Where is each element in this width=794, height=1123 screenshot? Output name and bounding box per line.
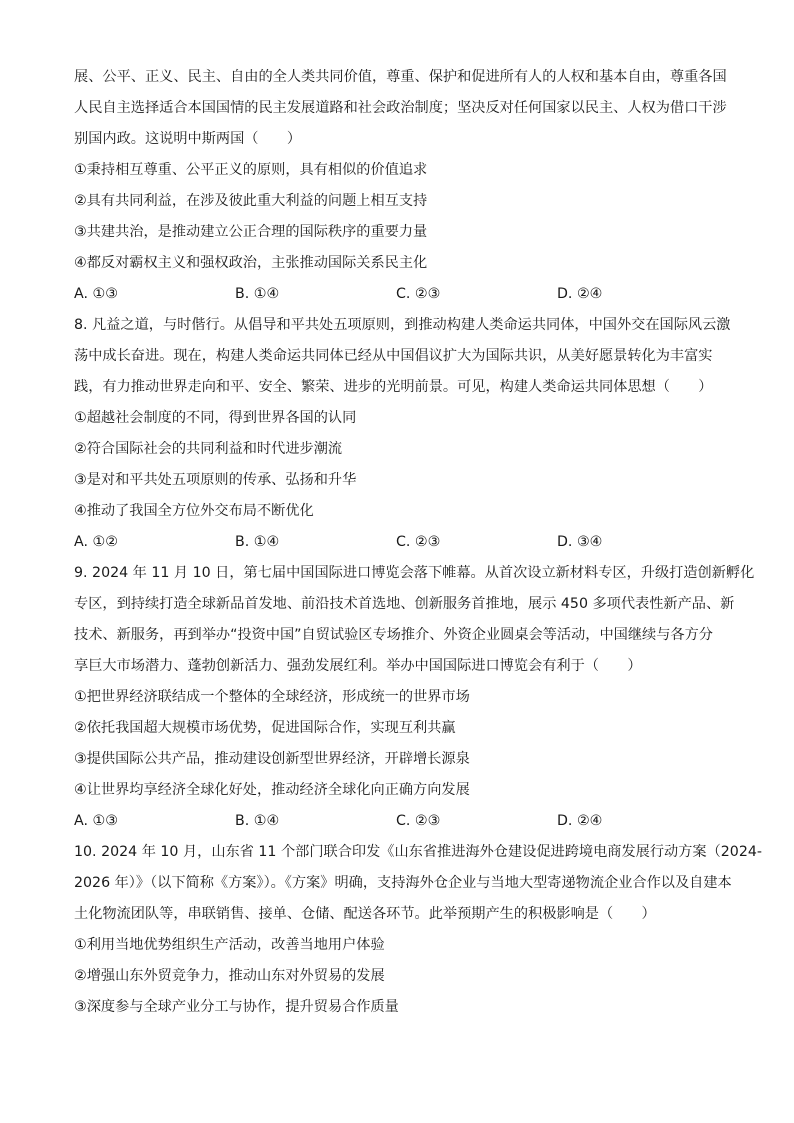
- statement-option: ①把世界经济联结成一个整体的全球经济，形成统一的世界市场: [74, 689, 470, 705]
- stem-line: 技术、新服务，再到举办“投资中国”自贸试验区专场推介、外资企业圆桌会等活动，中国继续与各方分: [74, 627, 713, 643]
- statement-option: ④都反对霸权主义和强权政治，主张推动国际关系民主化: [74, 255, 428, 271]
- question-8: [74, 310, 731, 558]
- stem-line: 10. 2024 年 10 月，山东省 11 个部门联合印发《山东省推进海外仓建设促进跨境电商发展行动方案（2024-: [74, 844, 762, 860]
- choice-d: D. ③④: [557, 534, 603, 550]
- choice-c: C. ②③: [396, 286, 441, 302]
- stem-line: 展、公平、正义、民主、自由的全人类共同价值，尊重、保护和促进所有人的人权和基本自由，尊重各国: [74, 69, 727, 85]
- stem-line: 践，有力推动世界走向和平、安全、繁荣、进步的光明前景。可见，构建人类命运共同体思想（ ）: [74, 379, 713, 395]
- question-10: [74, 837, 762, 1023]
- statement-option: ④让世界均享经济全球化好处，推动经济全球化向正确方向发展: [74, 782, 470, 798]
- choice-b: B. ①④: [235, 534, 280, 550]
- choice-c: C. ②③: [396, 813, 441, 829]
- stem-line: 人民自主选择适合本国国情的民主发展道路和社会政治制度；坚决反对任何国家以民主、人权为借口干涉: [74, 100, 727, 116]
- question-7-continued: [74, 62, 727, 310]
- choice-c: C. ②③: [396, 534, 441, 550]
- choice-a: A. ①②: [74, 534, 118, 550]
- choice-b: B. ①④: [235, 286, 280, 302]
- stem-line: 土化物流团队等，串联销售、接单、仓储、配送各环节。此举预期产生的积极影响是（ ）: [74, 906, 656, 922]
- choice-b: B. ①④: [235, 813, 280, 829]
- statement-option: ②增强山东外贸竞争力，推动山东对外贸易的发展: [74, 968, 385, 984]
- choice-a: A. ①③: [74, 286, 118, 302]
- statement-option: ②具有共同利益，在涉及彼此重大利益的问题上相互支持: [74, 193, 428, 209]
- statement-option: ③深度参与全球产业分工与协作，提升贸易合作质量: [74, 999, 399, 1015]
- question-stem: [74, 558, 755, 682]
- stem-line: 别国内政。这说明中斯两国（ ）: [74, 131, 302, 147]
- statement-option: ④推动了我国全方位外交布局不断优化: [74, 503, 314, 519]
- stem-line: 9. 2024 年 11 月 10 日，第七届中国国际进口博览会落下帷幕。从首次设立新材料专区，升级打造创新孵化: [74, 565, 755, 581]
- statement-option: ②依托我国超大规模市场优势，促进国际合作，实现互利共赢: [74, 720, 456, 736]
- stem-line: 8. 凡益之道，与时偕行。从倡导和平共处五项原则，到推动构建人类命运共同体，中国外交在国际风云激: [74, 317, 731, 333]
- question-9: [74, 558, 755, 837]
- stem-line: 享巨大市场潜力、蓬勃创新活力、强劲发展红利。举办中国国际进口博览会有利于（ ）: [74, 658, 642, 674]
- answer-choices: [74, 279, 718, 310]
- choice-d: D. ②④: [557, 286, 603, 302]
- statement-option: ①超越社会制度的不同，得到世界各国的认同: [74, 410, 357, 426]
- choice-d: D. ②④: [557, 813, 603, 829]
- statement-option: ①秉持相互尊重、公平正义的原则，具有相似的价值追求: [74, 162, 428, 178]
- stem-line: 荡中成长奋进。现在，构建人类命运共同体已经从中国倡议扩大为国际共识，从美好愿景转化为丰富实: [74, 348, 713, 364]
- question-stem: [74, 310, 731, 403]
- statement-option: ①利用当地优势组织生产活动，改善当地用户体验: [74, 937, 385, 953]
- statement-option: ③是对和平共处五项原则的传承、弘扬和升华: [74, 472, 357, 488]
- statement-option: ②符合国际社会的共同利益和时代进步潮流: [74, 441, 343, 457]
- question-stem: [74, 62, 727, 155]
- stem-line: 2026 年）》（以下简称《方案》）。《方案》明确，支持海外仓企业与当地大型寄递物流企业合作以及自建本: [74, 875, 732, 891]
- answer-choices: [74, 806, 718, 837]
- answer-choices: [74, 527, 718, 558]
- question-stem: [74, 837, 762, 930]
- statement-option: ③提供国际公共产品，推动建设创新型世界经济，开辟增长源泉: [74, 751, 470, 767]
- stem-line: 专区，到持续打造全球新品首发地、前沿技术首选地、创新服务首推地，展示 450 多项代表性新产品、新: [74, 596, 735, 612]
- statement-option: ③共建共治，是推动建立公正合理的国际秩序的重要力量: [74, 224, 428, 240]
- choice-a: A. ①③: [74, 813, 118, 829]
